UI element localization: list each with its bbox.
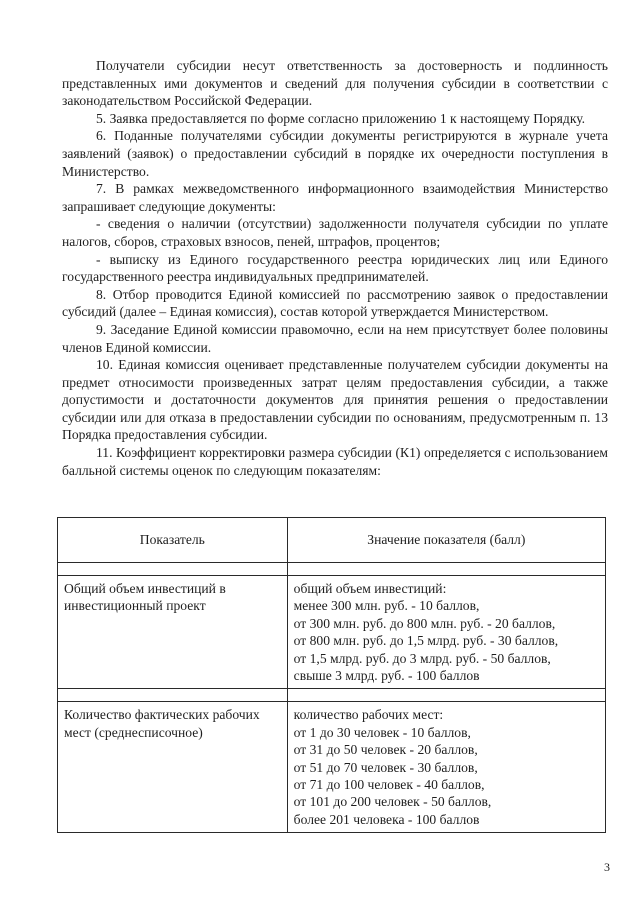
table-row (58, 576, 606, 689)
value-line: от 1,5 млрд. руб. до 3 млрд. руб. - 50 баллов, (293, 650, 551, 666)
table-spacer (58, 689, 606, 702)
value-line: общий объем инвестиций: (293, 581, 447, 596)
paragraph-6: 6. Поданные получателями субсидии документы регистрируются в журнале учета заявлений (заявок) о предоставлении субсидий в порядке их очередности поступления в Министерство. (62, 128, 608, 179)
value-line: от 800 млн. руб. до 1,5 млрд. руб. - 30 баллов, (293, 633, 559, 649)
indicators-table (57, 517, 606, 833)
value-line: более 201 человека - 100 баллов (293, 811, 480, 827)
values-jobs (287, 702, 605, 833)
paragraph-9: 9. Заседание Единой комиссии правомочно, если на нем присутствует более половины членов Единой комиссии. (62, 321, 608, 355)
value-line: менее 300 млн. руб. - 10 баллов, (293, 598, 480, 614)
paragraph-7-item-2: - выписку из Единого государственного реестра юридических лиц или Единого государственного реестра индивидуальных предпринимателей. (62, 251, 608, 285)
header-indicator: Показатель (58, 518, 288, 563)
paragraph-11: 11. Коэффициент корректировки размера субсидии (К1) определяется с использованием балльной системы оценок по следующим показателям: (62, 445, 608, 478)
value-line: свыше 3 млрд. руб. - 100 баллов (293, 668, 480, 684)
paragraph-10: 10. Единая комиссия оценивает представленные получателем субсидии документы на предмет относимости произведенных затрат целям предоставления субсидии, а также допустимости и достаточности документов для принятия решения о предоставлении субсидии или для отказа в предоставлении субсидии по основаниям, предусмотренным п. 13 Порядка предоставления субсидии. (62, 357, 608, 443)
value-line: от 31 до 50 человек - 20 баллов, (293, 742, 478, 758)
paragraph-5: 5. Заявка предоставляется по форме согласно приложению 1 к настоящему Порядку. (96, 110, 586, 126)
paragraph-7-item-1: - сведения о наличии (отсутствии) задолженности получателя субсидии по уплате налогов, сборов, страховых взносов, пеней, штрафов, процентов; (62, 216, 608, 249)
value-line: от 101 до 200 человек - 50 баллов, (293, 794, 492, 810)
header-value: Значение показателя (балл) (287, 518, 605, 563)
table-spacer (58, 563, 606, 576)
body-text (62, 57, 608, 479)
value-line: от 51 до 70 человек - 30 баллов, (293, 759, 478, 775)
indicator-investment: Общий объем инвестиций в инвестиционный проект (58, 576, 288, 689)
indicator-jobs: Количество фактических рабочих мест (среднесписочное) (58, 702, 288, 833)
values-investment (287, 576, 605, 689)
value-line: количество рабочих мест: (293, 707, 444, 723)
value-line: от 1 до 30 человек - 10 баллов, (293, 724, 471, 740)
paragraph-8: 8. Отбор проводится Единой комиссией по рассмотрению заявок о предоставлении субсидий (далее – Единая комиссия), состав которой утверждается Министерством. (62, 286, 608, 320)
paragraph-responsibility: Получатели субсидии несут ответственность за достоверность и подлинность представленных ими документов и сведений для получения субсидии в соответствии с законодательством Российской Федерации. (62, 58, 608, 109)
paragraph-7: 7. В рамках межведомственного информационного взаимодействия Министерство запрашивает следующие документы: (62, 181, 608, 214)
table-row (58, 702, 606, 833)
value-line: от 71 до 100 человек - 40 баллов, (293, 777, 485, 793)
table-header-row (58, 518, 606, 563)
value-line: от 300 млн. руб. до 800 млн. руб. - 20 баллов, (293, 615, 556, 631)
page-number: 3 (604, 860, 610, 874)
